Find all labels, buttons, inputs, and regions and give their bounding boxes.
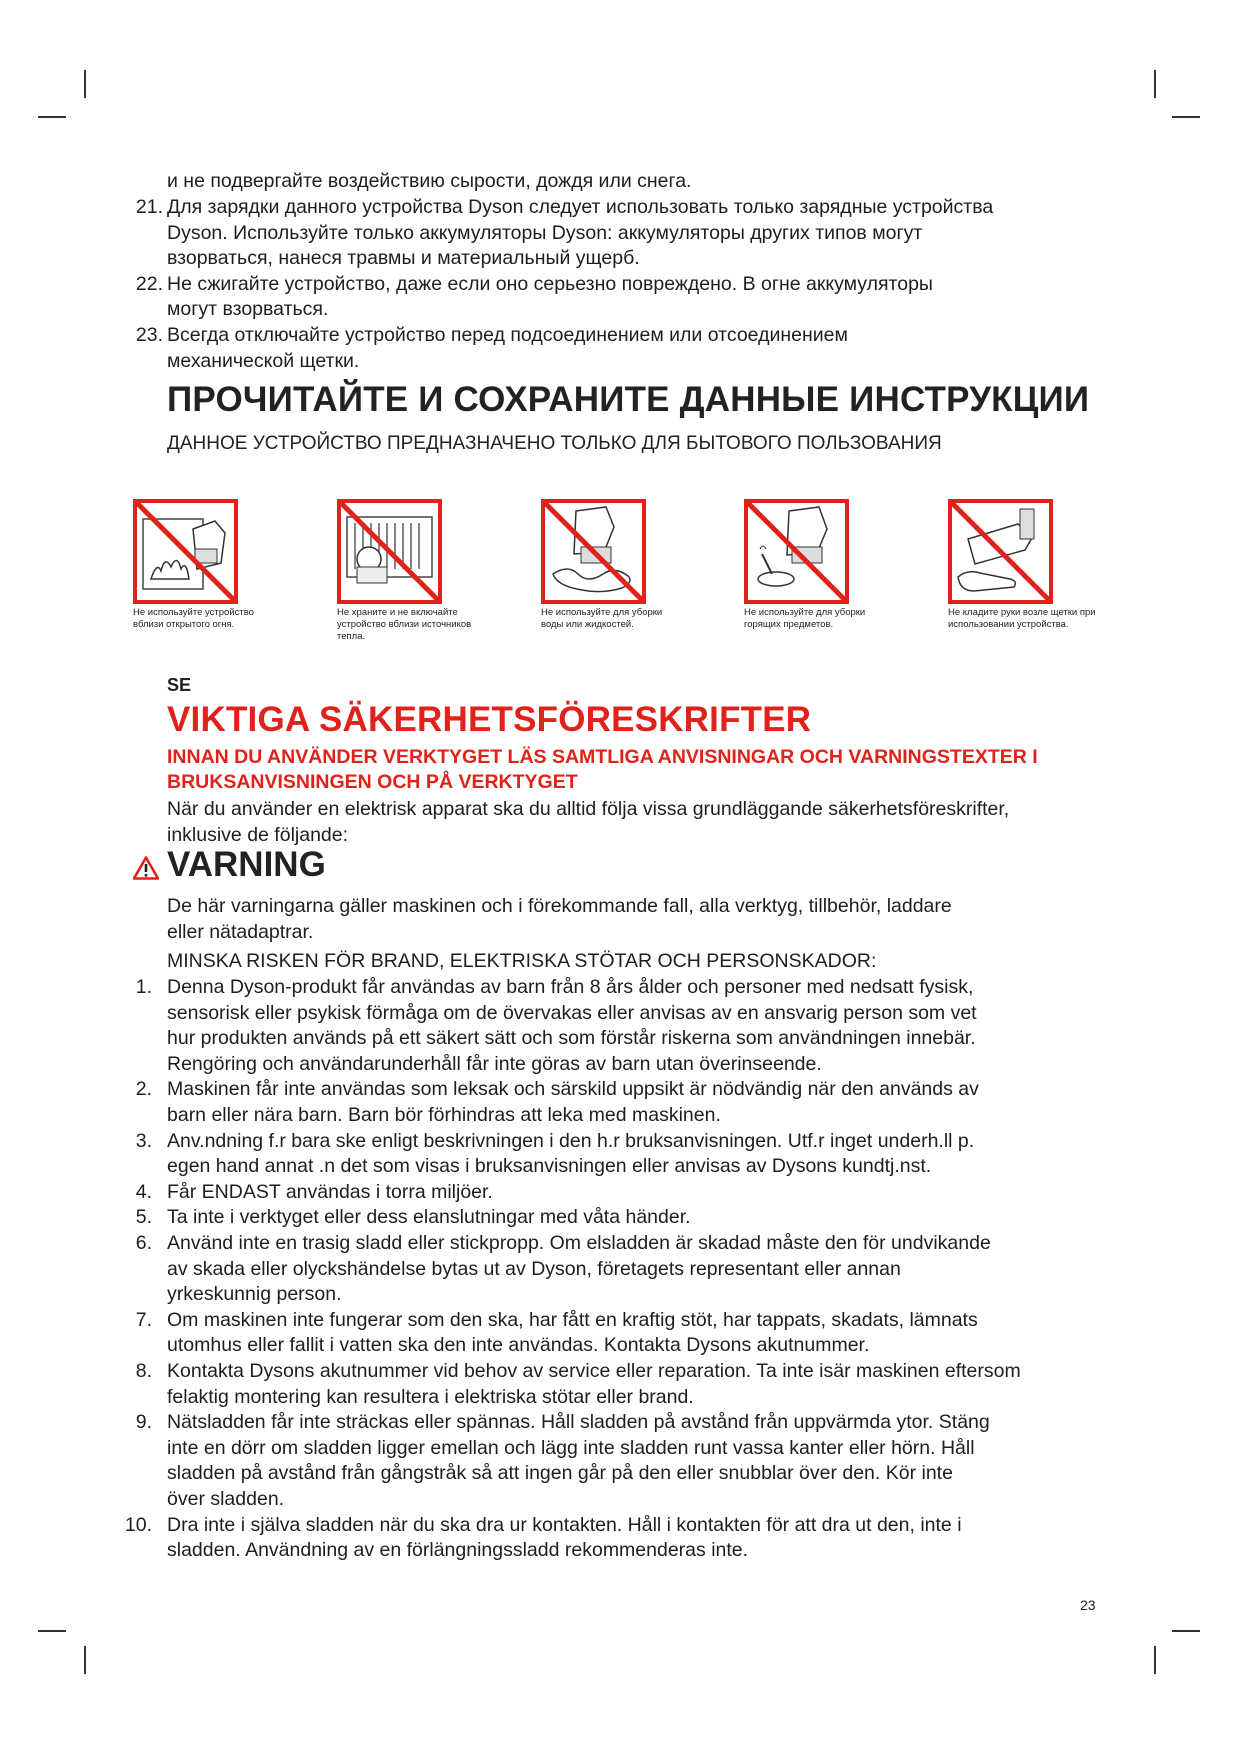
warning-caps: MINSKA RISKEN FÖR BRAND, ELEKTRISKA STÖTAR OCH PERSONSKADOR:: [167, 950, 877, 972]
list-item-text: [167, 1359, 1127, 1410]
list-item-line: Nätsladden får inte sträckas eller spännas. Håll sladden på avstånd från uppvärmda ytor. Stäng: [167, 1411, 990, 1434]
crop-mark: [38, 1630, 66, 1632]
list-item-number: 7.: [135, 1308, 152, 1331]
list-item-number: 9.: [135, 1411, 152, 1434]
list-item-text: [167, 1077, 1127, 1128]
list-item-line: hur produkten används på ett säkert sätt och som förstår riskerna som användningen innebär.: [167, 1027, 976, 1050]
list-item-number: 21.: [135, 196, 163, 218]
se-subtitle: [167, 745, 1097, 795]
se-subtitle-line: INNAN DU ANVÄNDER VERKTYGET LÄS SAMTLIGA ANVISNINGAR OCH VARNINGSTEXTER I: [167, 746, 1038, 768]
list-item-line: sensorisk eller psykisk förmåga om de övervakas eller anvisas av en ansvarig person som vet: [167, 1001, 977, 1024]
ru-continuation-text: и не подвергайте воздействию сырости, дождя или снега.: [167, 170, 692, 192]
language-tag: SE: [167, 675, 192, 695]
list-item-text: [167, 1308, 1127, 1359]
list-item-number: 1.: [135, 976, 152, 998]
icon-caption: Не храните и не включайте устройство вблизи источников тепла.: [337, 607, 472, 642]
no-burning-objects-icon: [744, 499, 849, 604]
se-title: VIKTIGA SÄKERHETSFÖRESKRIFTER: [167, 700, 812, 739]
list-item-line: Dyson. Используйте только аккумуляторы Dyson: аккумуляторы других типов могут: [167, 221, 923, 244]
list-item-number: 4.: [135, 1180, 152, 1203]
warning-intro: [167, 894, 1087, 945]
page-number: 23: [1080, 1597, 1096, 1613]
list-item-line: Kontakta Dysons akutnummer vid behov av service eller reparation. Ta inte isär maskinen eftersom: [167, 1360, 1021, 1382]
se-subtitle-line: BRUKSANVISNINGEN OCH PÅ VERKTYGET: [167, 771, 578, 793]
list-item-line: inte en dörr om sladden ligger emellan och lägg inte sladden runt vassa kanter eller hörn. Håll: [167, 1436, 975, 1459]
list-item-number: 23.: [135, 324, 163, 346]
list-item-text: [167, 272, 1127, 323]
list-item-text: [167, 1231, 1127, 1308]
list-item-text: [167, 1410, 1127, 1512]
icon-caption: Не используйте устройство вблизи открытого огня.: [133, 607, 254, 630]
list-item-line: Ta inte i verktyget eller dess elanslutningar med våta händer.: [167, 1206, 691, 1229]
list-item-line: Om maskinen inte fungerar som den ska, har fått en kraftig stöt, har tappats, skadats, lämnats: [167, 1308, 978, 1331]
list-item-line: Rengöring och användarunderhåll får inte göras av barn utan överinseende.: [167, 1052, 822, 1075]
list-item-line: Всегда отключайте устройство перед подсоединением или отсоединением: [167, 324, 848, 346]
list-item-number: 10.: [124, 1513, 152, 1536]
no-open-flame-icon: [133, 499, 238, 604]
crop-mark: [84, 1646, 86, 1674]
no-heat-source-icon: [337, 499, 442, 604]
list-item-number: 8.: [135, 1360, 152, 1382]
warning-intro-line: eller nätadaptrar.: [167, 920, 314, 943]
warning-title: VARNING: [167, 845, 326, 884]
list-item-text: [167, 1205, 1127, 1231]
crop-mark: [1154, 70, 1156, 98]
list-item-number: 22.: [135, 272, 163, 295]
crop-mark: [1154, 1646, 1156, 1674]
icon-caption: Не кладите руки возле щетки при использовании устройства.: [948, 607, 1096, 630]
list-item-line: механической щетки.: [167, 349, 360, 372]
list-item-text: [167, 323, 1127, 374]
se-intro-line: inklusive de följande:: [167, 823, 349, 846]
list-item-line: Для зарядки данного устройства Dyson следует использовать только зарядные устройства: [167, 196, 994, 218]
list-item-line: Denna Dyson-produkt får användas av barn från 8 års ålder och personer med nedsatt fysisk,: [167, 976, 974, 998]
crop-mark: [1172, 116, 1200, 118]
list-item-text: [167, 195, 1127, 272]
list-item-line: Använd inte en trasig sladd eller stickpropp. Om elsladden är skadad måste den för undvikande: [167, 1232, 991, 1254]
crop-mark: [84, 70, 86, 98]
list-item-line: egen hand annat .n det som visas i bruksanvisningen eller anvisas av Dysons kundtj.nst.: [167, 1155, 932, 1178]
list-item-line: Maskinen får inte användas som leksak och särskild uppsikt är nödvändig när den används av: [167, 1078, 979, 1101]
list-item-text: [167, 1129, 1127, 1180]
list-item-line: barn eller nära barn. Barn bör förhindras att leka med maskinen.: [167, 1103, 721, 1126]
icon-caption: Не используйте для уборки воды или жидкостей.: [541, 607, 663, 630]
list-item-line: Anv.ndning f.r bara ske enligt beskrivningen i den h.r bruksanvisningen. Utf.r inget underh.ll p.: [167, 1129, 975, 1152]
list-item-text: [167, 975, 1127, 1077]
list-item-line: sladden på avstånd från gångstråk så att ingen går på den eller snubblar över den. Kör inte: [167, 1462, 953, 1485]
list-item-line: utomhus eller fallit i vatten ska den inte användas. Kontakta Dysons akutnummer.: [167, 1334, 870, 1357]
list-item-line: sladden. Användning av en förlängningssladd rekommenderas inte.: [167, 1539, 749, 1562]
crop-mark: [1172, 1630, 1200, 1632]
list-item-number: 2.: [135, 1078, 152, 1101]
list-item-line: över sladden.: [167, 1487, 285, 1510]
list-item-line: felaktig montering kan resultera i elektriska stötar eller brand.: [167, 1385, 694, 1408]
crop-mark: [38, 116, 66, 118]
se-intro-line: När du använder en elektrisk apparat ska du alltid följa vissa grundläggande säkerhetsföreskrifter,: [167, 798, 1010, 820]
warning-triangle-icon: [133, 856, 159, 880]
list-item-number: 3.: [135, 1129, 152, 1152]
list-item-number: 5.: [135, 1206, 152, 1229]
list-item-line: Dra inte i själva sladden när du ska dra ur kontakten. Håll i kontakten för att dra ut den, inte i: [167, 1513, 962, 1536]
list-item-line: взорваться, нанеся травмы и материальный ущерб.: [167, 247, 640, 270]
list-item-number: 6.: [135, 1232, 152, 1254]
list-item-text: [167, 1180, 1127, 1206]
no-hands-near-brush-icon: [948, 499, 1053, 604]
no-liquids-icon: [541, 499, 646, 604]
icon-caption: Не используйте для уборки горящих предметов.: [744, 607, 866, 630]
ru-heading: ПРОЧИТАЙТЕ И СОХРАНИТЕ ДАННЫЕ ИНСТРУКЦИИ: [167, 380, 1090, 419]
se-intro: [167, 797, 1107, 848]
ru-subheading: ДАННОЕ УСТРОЙСТВО ПРЕДНАЗНАЧЕНО ТОЛЬКО ДЛЯ БЫТОВОГО ПОЛЬЗОВАНИЯ: [167, 433, 942, 454]
list-item-line: av skada eller olyckshändelse bytas ut av Dyson, företagets representant eller annan: [167, 1257, 901, 1280]
list-item-line: Får ENDAST användas i torra miljöer.: [167, 1180, 493, 1203]
warning-intro-line: De här varningarna gäller maskinen och i förekommande fall, alla verktyg, tillbehör, laddare: [167, 895, 952, 917]
list-item-line: Не сжигайте устройство, даже если оно серьезно повреждено. В огне аккумуляторы: [167, 272, 933, 295]
list-item-line: yrkeskunnig person.: [167, 1283, 342, 1306]
list-item-line: могут взорваться.: [167, 298, 329, 321]
list-item-text: [167, 1513, 1127, 1564]
